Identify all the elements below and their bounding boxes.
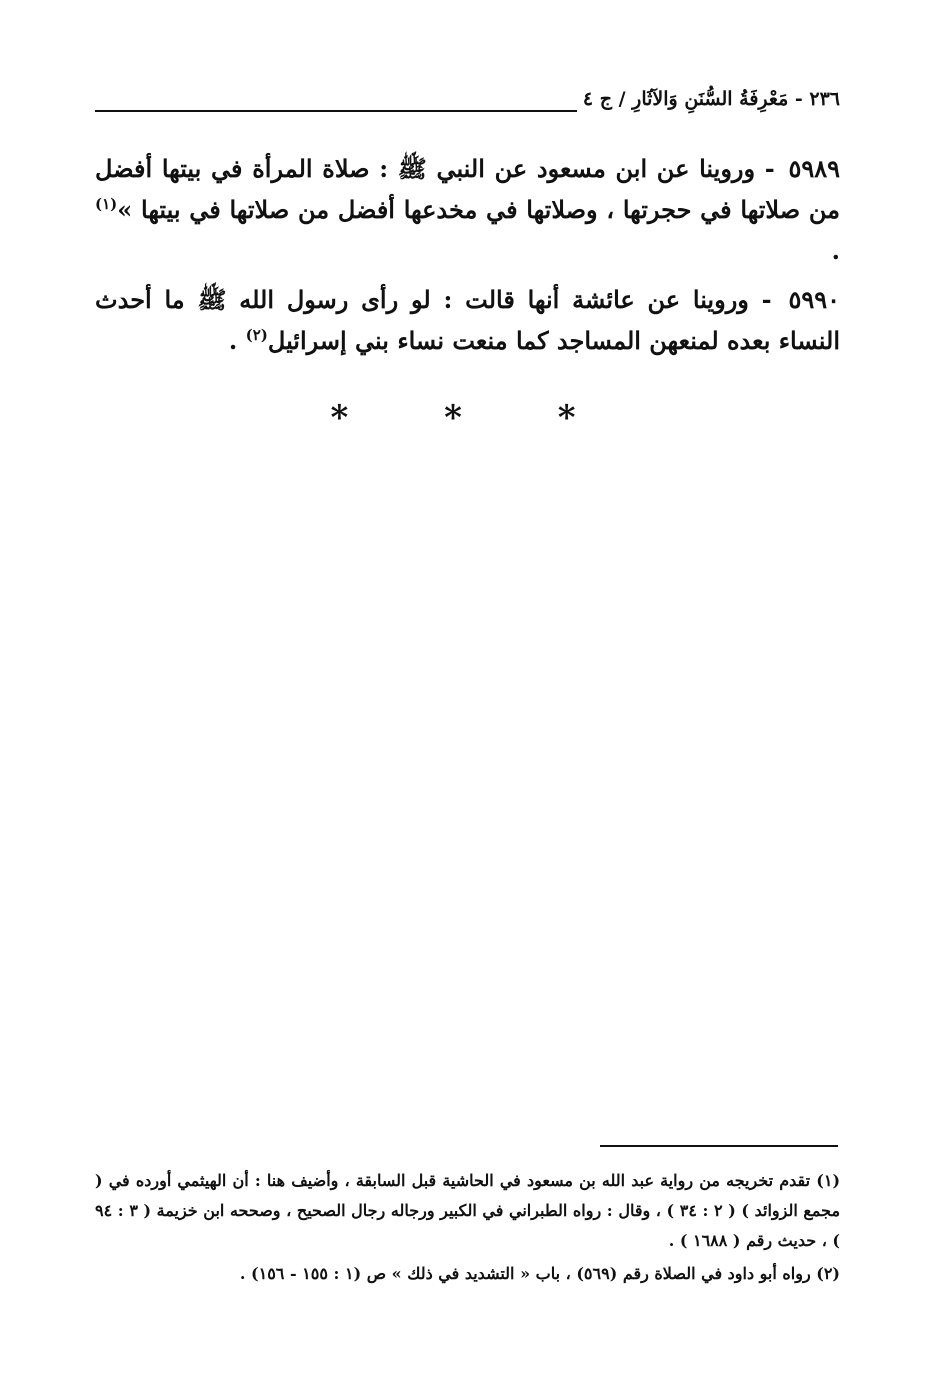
footnote-ref[interactable]: (١): [95, 195, 118, 213]
main-text: [95, 148, 840, 369]
footnote-rule: [600, 1145, 838, 1147]
hadith-paragraph: [95, 279, 840, 361]
page-header: [95, 88, 840, 124]
sentence-end: .: [831, 236, 840, 265]
running-head: ٢٣٦ - مَعْرِفَةُ السُّنَنِ وَالآثَارِ / ج ٤: [582, 88, 840, 110]
hadith-number: ٥٩٨٩: [788, 154, 841, 183]
hadith-text: - وروينا عن عائشة أنها قالت : لو رأى رسول الله ﷺ ما أحدث النساء بعده لمنعهن المساجد كما منعت نساء بني إسرائيل: [95, 285, 840, 355]
header-rule: [95, 110, 577, 112]
footnote: (٢) رواه أبو داود في الصلاة رقم (٥٦٩) ، باب « التشديد في ذلك » ص (١ : ١٥٥ - ١٥٦) .: [239, 1264, 840, 1283]
sentence-end: .: [228, 326, 246, 355]
section-separator: * * *: [330, 398, 618, 438]
hadith-text: - وروينا عن ابن مسعود عن النبي ﷺ : صلاة المرأة في بيتها أفضل من صلاتها في حجرتها ، وصلاتها في مخدعها أفضل من صلاتها في بيتها »: [95, 154, 840, 224]
footnote-ref[interactable]: (٢): [245, 326, 268, 344]
footnote: (١) تقدم تخريجه من رواية عبد الله بن مسعود في الحاشية قبل السابقة ، وأضيف هنا : أن الهيثمي أورده في ( مجمع الزوائد ) ( ٢ : ٣٤ ) ، وقال : رواه الطبراني في الكبير ورجاله رجال الصحيح ، وصححه ابن خزيمة ( ٣ : ٩٤ ) ، حديث رقم ( ١٦٨٨ ) .: [95, 1171, 841, 1250]
hadith-paragraph: [95, 148, 840, 271]
footnotes: [95, 1166, 840, 1292]
hadith-number: ٥٩٩٠: [788, 285, 840, 314]
